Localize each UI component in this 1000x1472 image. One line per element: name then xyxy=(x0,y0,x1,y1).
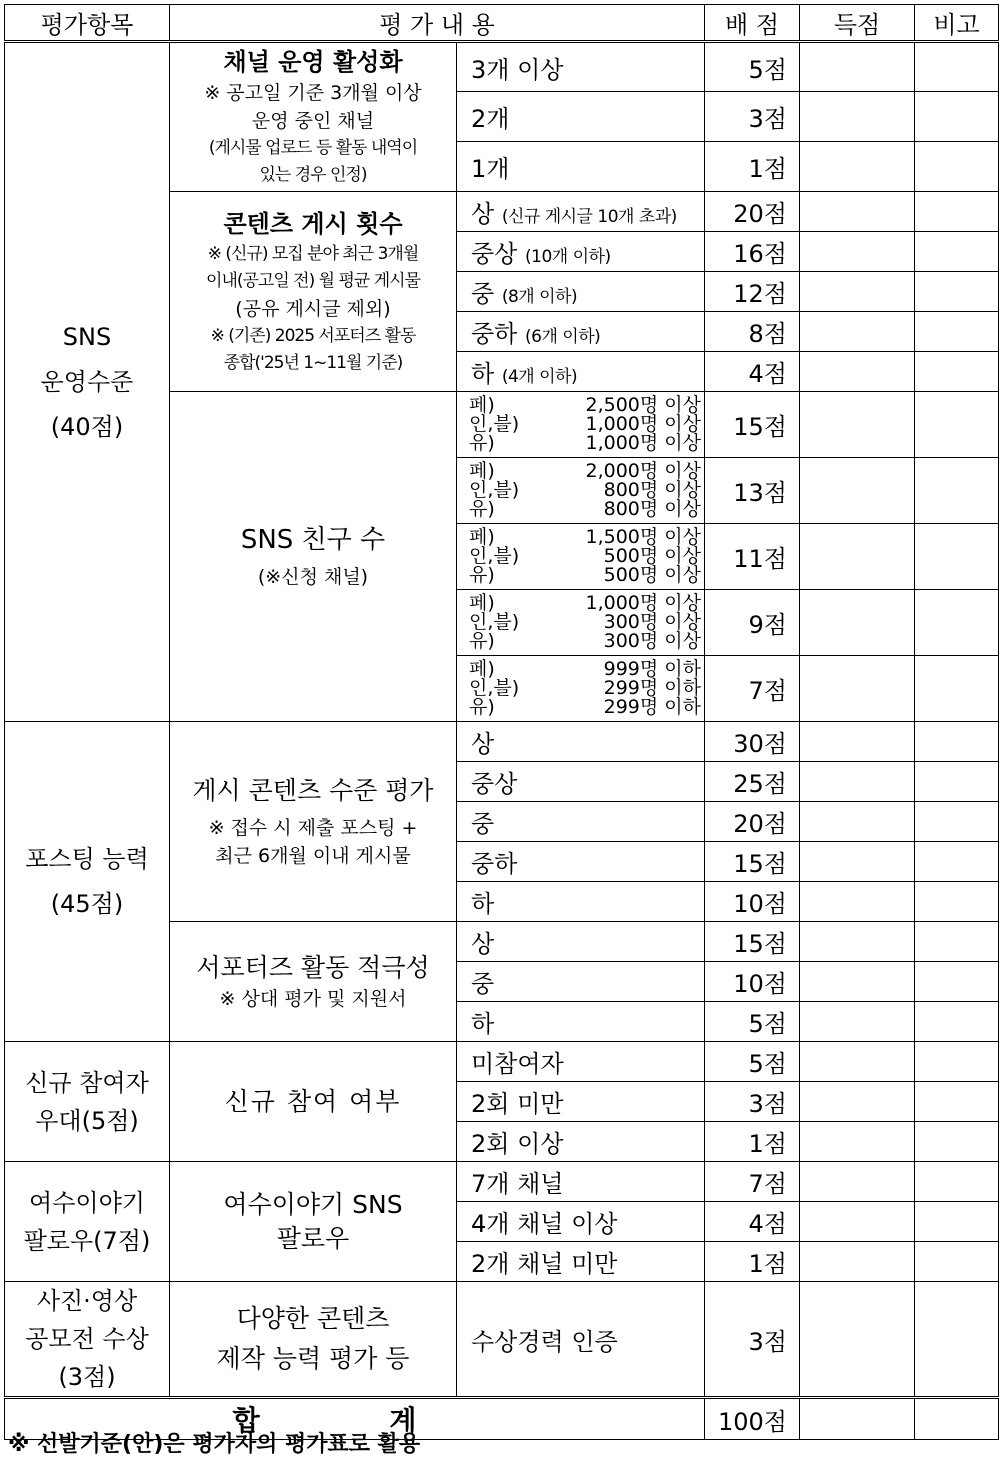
score-cell[interactable] xyxy=(800,42,915,92)
level-cell: 4개 채널 이상 xyxy=(457,1202,705,1242)
score-cell[interactable] xyxy=(800,1202,915,1242)
score-cell[interactable] xyxy=(800,1242,915,1282)
remarks-cell[interactable] xyxy=(915,232,999,272)
remarks-cell[interactable] xyxy=(915,458,999,524)
total-label: 합 계 xyxy=(5,1398,705,1440)
score-cell[interactable] xyxy=(800,882,915,922)
points-cell: 1점 xyxy=(705,1242,800,1282)
points-cell: 15점 xyxy=(705,842,800,882)
level-cell: 2회 미만 xyxy=(457,1082,705,1122)
remarks-cell[interactable] xyxy=(915,922,999,962)
level-cell: 1개 xyxy=(457,142,705,192)
remarks-cell[interactable] xyxy=(915,42,999,92)
desc-supporter-activity: 서포터즈 활동 적극성 ※ 상대 평가 및 지원서 xyxy=(170,922,457,1042)
score-cell[interactable] xyxy=(800,1002,915,1042)
remarks-cell[interactable] xyxy=(915,962,999,1002)
table-row xyxy=(5,722,999,762)
category-sns: SNS 운영수준 (40점) xyxy=(5,42,170,722)
remarks-cell[interactable] xyxy=(915,1242,999,1282)
score-cell[interactable] xyxy=(800,1282,915,1398)
follower-tier: 페) 999명 이하 인,블) 299명 이하 유) 299명 이하 xyxy=(457,656,705,722)
level-cell: 중상 (10개 이하) xyxy=(457,232,705,272)
level-cell: 중하 xyxy=(457,842,705,882)
score-cell[interactable] xyxy=(800,312,915,352)
points-cell: 20점 xyxy=(705,192,800,232)
level-cell: 중하 (6개 이하) xyxy=(457,312,705,352)
desc-channel-activation: 채널 운영 활성화 ※ 공고일 기준 3개월 이상 운영 중인 채널 (게시물 업로드 등 활동 내역이 있는 경우 인정) xyxy=(170,42,457,192)
desc-new-participation: 신규 참여 여부 xyxy=(170,1042,457,1162)
points-cell: 10점 xyxy=(705,882,800,922)
score-cell[interactable] xyxy=(800,142,915,192)
score-cell[interactable] xyxy=(800,962,915,1002)
points-cell: 3점 xyxy=(705,92,800,142)
remarks-cell[interactable] xyxy=(915,524,999,590)
level-cell: 중 xyxy=(457,962,705,1002)
level-cell: 2회 이상 xyxy=(457,1122,705,1162)
points-cell: 16점 xyxy=(705,232,800,272)
category-yeosu-follow: 여수이야기 팔로우(7점) xyxy=(5,1162,170,1282)
level-cell: 2개 채널 미만 xyxy=(457,1242,705,1282)
desc-content-quality: 게시 콘텐츠 수준 평가 ※ 접수 시 제출 포스팅 + 최근 6개월 이내 게시물 xyxy=(170,722,457,922)
points-cell: 11점 xyxy=(705,524,800,590)
points-cell: 10점 xyxy=(705,962,800,1002)
remarks-cell[interactable] xyxy=(915,590,999,656)
score-cell[interactable] xyxy=(800,1042,915,1082)
score-cell[interactable] xyxy=(800,762,915,802)
level-cell: 중 xyxy=(457,802,705,842)
remarks-cell[interactable] xyxy=(915,882,999,922)
header-points: 배 점 xyxy=(705,5,800,42)
score-cell[interactable] xyxy=(800,524,915,590)
points-cell: 1점 xyxy=(705,142,800,192)
desc-diverse-content: 다양한 콘텐츠 제작 능력 평가 등 xyxy=(170,1282,457,1398)
level-cell: 하 xyxy=(457,1002,705,1042)
footnote: ※ 선발기준(안)은 평가자의 평가표로 활용 xyxy=(8,1432,421,1457)
category-posting: 포스팅 능력 (45점) xyxy=(5,722,170,1042)
level-cell: 2개 xyxy=(457,92,705,142)
points-cell: 8점 xyxy=(705,312,800,352)
follower-tier: 페) 1,500명 이상 인,블) 500명 이상 유) 500명 이상 xyxy=(457,524,705,590)
header-score: 득점 xyxy=(800,5,915,42)
level-cell: 상 xyxy=(457,922,705,962)
level-cell: 상 (신규 게시글 10개 초과) xyxy=(457,192,705,232)
remarks-cell[interactable] xyxy=(915,1042,999,1082)
score-cell[interactable] xyxy=(800,192,915,232)
remarks-cell[interactable] xyxy=(915,802,999,842)
score-cell[interactable] xyxy=(800,722,915,762)
score-cell[interactable] xyxy=(800,1122,915,1162)
points-cell: 12점 xyxy=(705,272,800,312)
desc-sns-friends: SNS 친구 수 (※신청 채널) xyxy=(170,392,457,722)
remarks-cell[interactable] xyxy=(915,1202,999,1242)
score-cell[interactable] xyxy=(800,590,915,656)
score-cell[interactable] xyxy=(800,656,915,722)
score-cell[interactable] xyxy=(800,352,915,392)
points-cell: 9점 xyxy=(705,590,800,656)
remarks-cell[interactable] xyxy=(915,722,999,762)
follower-tier: 페) 1,000명 이상 인,블) 300명 이상 유) 300명 이상 xyxy=(457,590,705,656)
remarks-cell[interactable] xyxy=(915,1002,999,1042)
score-cell[interactable] xyxy=(800,802,915,842)
desc-content-count: 콘텐츠 게시 횟수 ※ (신규) 모집 분야 최근 3개월 이내(공고일 전) 월 평균 게시물 (공유 게시글 제외) ※ (기존) 2025 서포터즈 활동 종합('25년 1~11월 기준) xyxy=(170,192,457,392)
score-cell[interactable] xyxy=(800,458,915,524)
header-remarks: 비고 xyxy=(915,5,999,42)
remarks-cell[interactable] xyxy=(915,656,999,722)
level-cell: 상 xyxy=(457,722,705,762)
level-cell: 수상경력 인증 xyxy=(457,1282,705,1398)
remarks-cell[interactable] xyxy=(915,192,999,232)
desc-yeosu-follow: 여수이야기 SNS 팔로우 xyxy=(170,1162,457,1282)
score-cell[interactable] xyxy=(800,1082,915,1122)
points-cell: 4점 xyxy=(705,1202,800,1242)
remarks-cell[interactable] xyxy=(915,1082,999,1122)
follower-tier: 페) 2,500명 이상 인,블) 1,000명 이상 유) 1,000명 이상 xyxy=(457,392,705,458)
points-cell: 5점 xyxy=(705,42,800,92)
level-cell: 중 (8개 이하) xyxy=(457,272,705,312)
points-cell: 13점 xyxy=(705,458,800,524)
remarks-cell[interactable] xyxy=(915,352,999,392)
score-cell[interactable] xyxy=(800,392,915,458)
follower-tier: 페) 2,000명 이상 인,블) 800명 이상 유) 800명 이상 xyxy=(457,458,705,524)
points-cell: 5점 xyxy=(705,1002,800,1042)
score-cell[interactable] xyxy=(800,922,915,962)
remarks-cell[interactable] xyxy=(915,312,999,352)
level-cell: 하 (4개 이하) xyxy=(457,352,705,392)
remarks-cell[interactable] xyxy=(915,92,999,142)
points-cell: 25점 xyxy=(705,762,800,802)
points-cell: 5점 xyxy=(705,1042,800,1082)
table-row xyxy=(5,1282,999,1398)
table-row xyxy=(5,1042,999,1082)
points-cell: 1점 xyxy=(705,1122,800,1162)
remarks-cell[interactable] xyxy=(915,842,999,882)
category-new-participant: 신규 참여자 우대(5점) xyxy=(5,1042,170,1162)
remarks-cell[interactable] xyxy=(915,1282,999,1398)
header-content: 평 가 내 용 xyxy=(170,5,705,42)
table-row xyxy=(5,42,999,92)
score-cell[interactable] xyxy=(800,842,915,882)
total-remarks-cell[interactable] xyxy=(915,1398,999,1440)
points-cell: 3점 xyxy=(705,1282,800,1398)
remarks-cell[interactable] xyxy=(915,142,999,192)
category-contest-award: 사진·영상 공모전 수상 (3점) xyxy=(5,1282,170,1398)
level-cell: 중상 xyxy=(457,762,705,802)
score-cell[interactable] xyxy=(800,92,915,142)
points-cell: 7점 xyxy=(705,656,800,722)
points-cell: 30점 xyxy=(705,722,800,762)
score-cell[interactable] xyxy=(800,1162,915,1202)
level-cell: 3개 이상 xyxy=(457,42,705,92)
points-cell: 7점 xyxy=(705,1162,800,1202)
level-cell: 7개 채널 xyxy=(457,1162,705,1202)
table-header-row xyxy=(5,5,999,42)
points-cell: 15점 xyxy=(705,392,800,458)
remarks-cell[interactable] xyxy=(915,1162,999,1202)
score-cell[interactable] xyxy=(800,232,915,272)
total-score-cell[interactable] xyxy=(800,1398,915,1440)
remarks-cell[interactable] xyxy=(915,1122,999,1162)
total-points: 100점 xyxy=(705,1398,800,1440)
remarks-cell[interactable] xyxy=(915,762,999,802)
header-category: 평가항목 xyxy=(5,5,170,42)
remarks-cell[interactable] xyxy=(915,272,999,312)
points-cell: 3점 xyxy=(705,1082,800,1122)
table-row xyxy=(5,1162,999,1202)
evaluation-table xyxy=(4,4,999,1440)
level-cell: 미참여자 xyxy=(457,1042,705,1082)
remarks-cell[interactable] xyxy=(915,392,999,458)
points-cell: 4점 xyxy=(705,352,800,392)
score-cell[interactable] xyxy=(800,272,915,312)
level-cell: 하 xyxy=(457,882,705,922)
points-cell: 20점 xyxy=(705,802,800,842)
points-cell: 15점 xyxy=(705,922,800,962)
